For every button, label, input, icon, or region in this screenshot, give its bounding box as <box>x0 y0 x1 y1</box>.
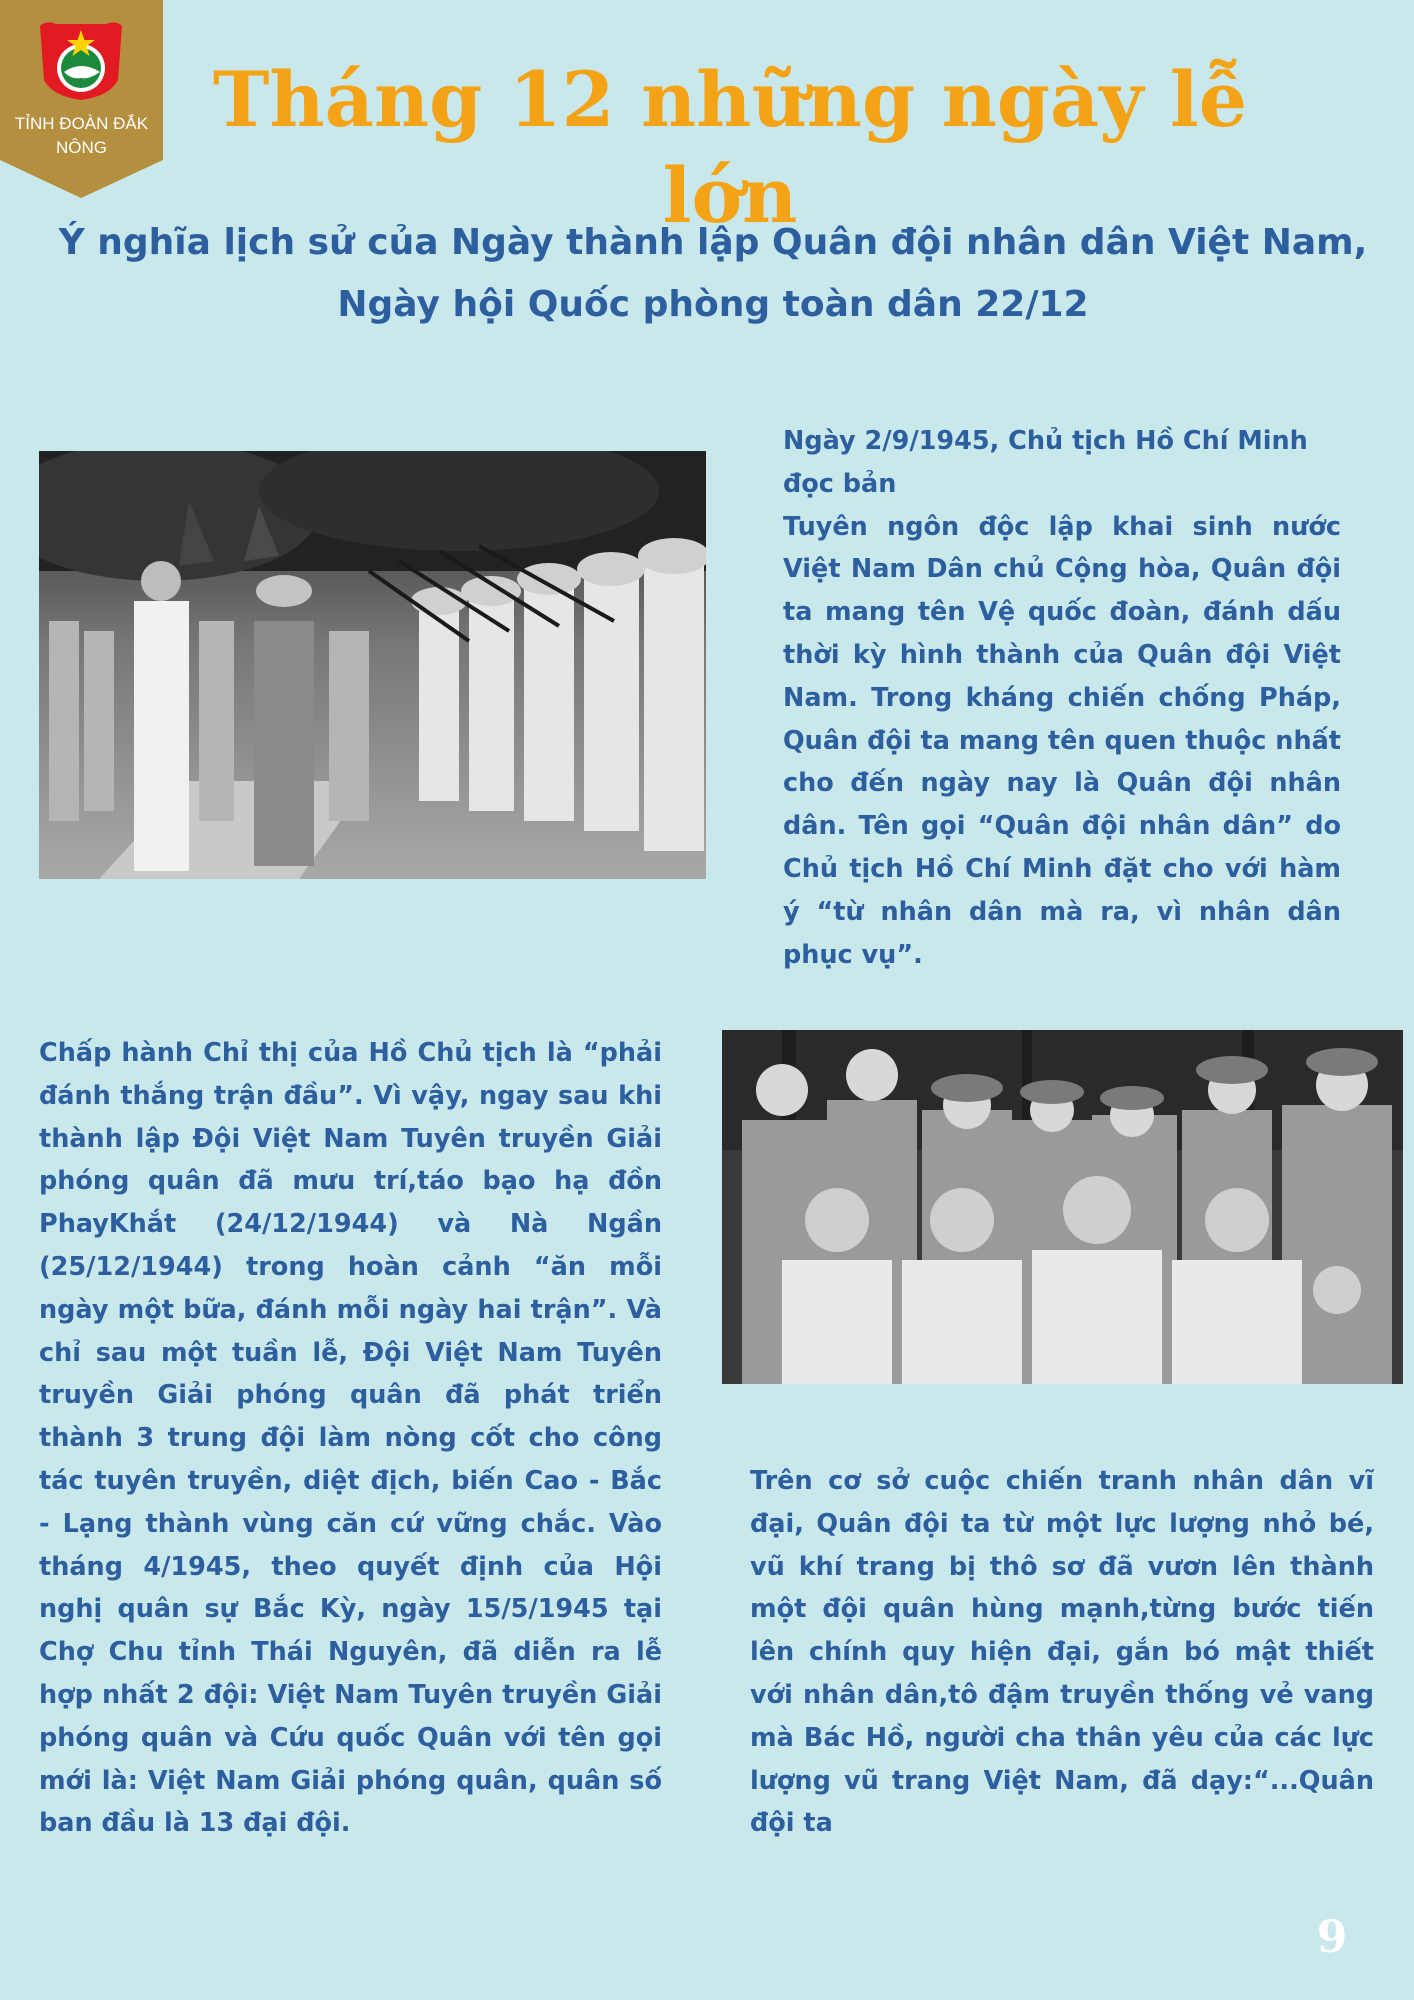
org-badge <box>0 0 163 198</box>
intro-line-1: Ngày 2/9/1945, Chủ tịch Hồ Chí Minh đọc bản <box>783 426 1308 499</box>
badge-org-name: TỈNH ĐOÀN ĐẮK NÔNG <box>14 114 149 157</box>
intro-line-2: Tuyên ngôn độc lập khai sinh nước Việt Nam Dân chủ Cộng hòa, Quân đội ta mang tên Vệ quốc đoàn, đánh dấu thời kỳ hình thành của Quân đội Việt Nam. Trong kháng chiến chống Pháp, Quân đội ta mang tên quen thuộc nhất cho đến ngày nay là Quân đội nhân dân. Tên gọi “Quân đội nhân dân” do Chủ tịch Hồ Chí Minh đặt cho với hàm ý “từ nhân dân mà ra, vì nhân dân phục vụ”. <box>783 511 1341 970</box>
article-subtitle <box>30 212 1396 336</box>
subtitle-line-1: Ý nghĩa lịch sử của Ngày thành lập Quân đội nhân dân Việt Nam, <box>58 222 1368 263</box>
parade-photo <box>39 451 706 879</box>
group-portrait-photo <box>722 1030 1403 1384</box>
page-number: 9 <box>1316 1912 1348 1963</box>
youth-union-logo <box>0 0 163 198</box>
emblem-icon <box>40 22 122 100</box>
page-title: Tháng 12 những ngày lễ lớn <box>212 55 1248 240</box>
intro-paragraph <box>783 420 1341 976</box>
founding-paragraph: Chấp hành Chỉ thị của Hồ Chủ tịch là “phải đánh thắng trận đầu”. Vì vậy, ngay sau khi thành lập Đội Việt Nam Tuyên truyền Giải phóng quân đã mưu trí,táo bạo hạ đồn PhayKhắt (24/12/1944) và Nà Ngần (25/12/1944) trong hoàn cảnh “ăn mỗi ngày một bữa, đánh mỗi ngày hai trận”. Và chỉ sau một tuần lễ, Đội Việt Nam Tuyên truyền Giải phóng quân đã phát triển thành 3 trung đội làm nòng cốt cho công tác tuyên truyền, diệt địch, biến Cao - Bắc - Lạng thành vùng căn cứ vững chắc. Vào tháng 4/1945, theo quyết định của Hội nghị quân sự Bắc Kỳ, ngày 15/5/1945 tại Chợ Chu tỉnh Thái Nguyên, đã diễn ra lễ hợp nhất 2 đội: Việt Nam Tuyên truyền Giải phóng quân và Cứu quốc Quân với tên gọi mới là: Việt Nam Giải phóng quân, quân số ban đầu là 13 đại đội. <box>39 1038 662 1839</box>
growth-paragraph: Trên cơ sở cuộc chiến tranh nhân dân vĩ đại, Quân đội ta từ một lực lượng nhỏ bé, vũ khí trang bị thô sơ đã vươn lên thành một đội quân hùng mạnh,từng bước tiến lên chính quy hiện đại, gắn bó mật thiết với nhân dân,tô đậm truyền thống vẻ vang mà Bác Hồ, người cha thân yêu của các lực lượng vũ trang Việt Nam, đã dạy:“...Quân đội ta <box>750 1466 1374 1839</box>
subtitle-line-2: Ngày hội Quốc phòng toàn dân 22/12 <box>337 284 1089 325</box>
